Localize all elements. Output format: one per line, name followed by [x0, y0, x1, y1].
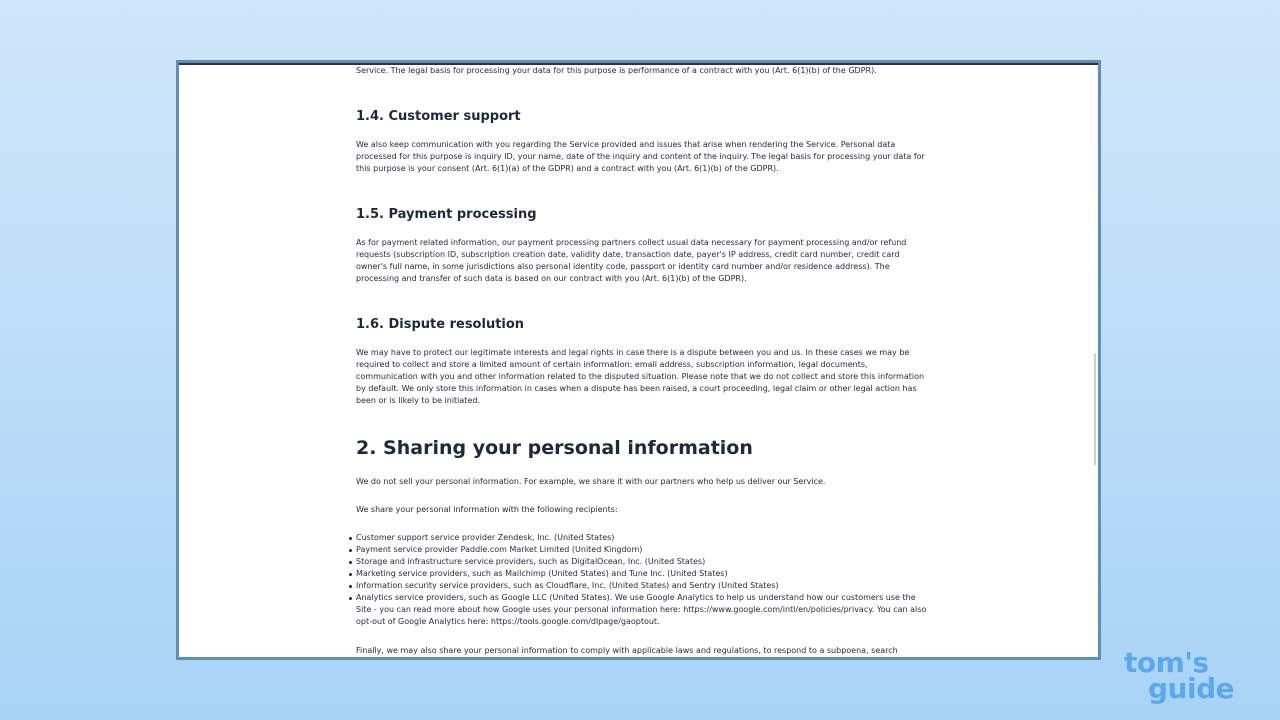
list-item: Payment service provider Paddle.com Market Limited (United Kingdom) [356, 544, 928, 556]
logo-line-2: guide [1148, 672, 1235, 705]
section-1-4-body: We also keep communication with you regarding the Service provided and issues that arise when rendering the Service. Personal data processed for this purpose is inquiry ID, your name, date of the inquiry and content of the inquiry. The legal basis for processing your data for this purpose is your consent (Art. 6(1)(a) of the GDPR) and a contract with you (Art. 6(1)(b) of the GDPR). [356, 140, 925, 173]
section-2-paragraph-1: We do not sell your personal information. For example, we share it with our partners who help us deliver our Service. [356, 477, 826, 486]
logo-line-1: tom's [1124, 646, 1209, 679]
list-item: Storage and infrastructure service providers, such as DigitalOcean, Inc. (United States) [356, 556, 928, 568]
section-2-paragraph-2: We share your personal information with the following recipients: [356, 505, 618, 514]
section-2-heading: 2. Sharing your personal information [356, 437, 753, 459]
section-1-6-body: We may have to protect our legitimate interests and legal rights in case there is a dispute between you and us. In these cases we may be required to collect and store a limited amount of certain information: email address, subscription information, legal documents, communication with you and other information related to the disputed situation. Please note that we do not collect and store this information by default. We only store this information in cases when a dispute has been raised, a court proceeding, legal claim or other legal action has been or is likely to be initiated. [356, 348, 925, 405]
section-1-4-heading: 1.4. Customer support [356, 109, 521, 124]
section-1-6-heading: 1.6. Dispute resolution [356, 317, 525, 332]
list-item: Customer support service provider Zendesk, Inc. (United States) [356, 532, 928, 544]
toms-guide-logo [1124, 646, 1254, 706]
document-window [176, 60, 1101, 660]
list-item: Analytics service providers, such as Google LLC (United States). We use Google Analytics to help us understand how our customers use the Site - you can read more about how Google uses your personal information here: https://www.google.com/intl/en/policies/privacy. You can also opt-out of Google Analytics here: https://tools.google.com/dlpage/gaoptout. [356, 593, 927, 626]
scrollbar-thumb[interactable] [1094, 353, 1096, 465]
intro-tail-paragraph: Service. The legal basis for processing your data for this purpose is performance of a contract with you (Art. 6(1)(b) of the GDPR). [356, 66, 877, 75]
section-1-5-body: As for payment related information, our payment processing partners collect usual data necessary for payment processing and/or refund requests (subscription ID, subscription creation date, validity date, transaction date, payer's IP address, credit card number, credit card owner's full name, in some jurisdictions also personal identity code, passport or identity card number and/or residence address). The processing and transfer of such data is based on our contract with you (Art. 6(1)(b) of the GDPR). [356, 238, 907, 283]
list-item: Information security service providers, such as Cloudflare, Inc. (United States) and Sentry (United States) [356, 580, 928, 592]
section-1-5-heading: 1.5. Payment processing [356, 207, 537, 222]
list-item: Marketing service providers, such as Mailchimp (United States) and Tune Inc. (United States) [356, 568, 928, 580]
section-2-paragraph-3: Finally, we may also share your personal information to comply with applicable laws and regulations, to respond to a subpoena, search [356, 646, 898, 655]
recipients-list [356, 532, 928, 628]
